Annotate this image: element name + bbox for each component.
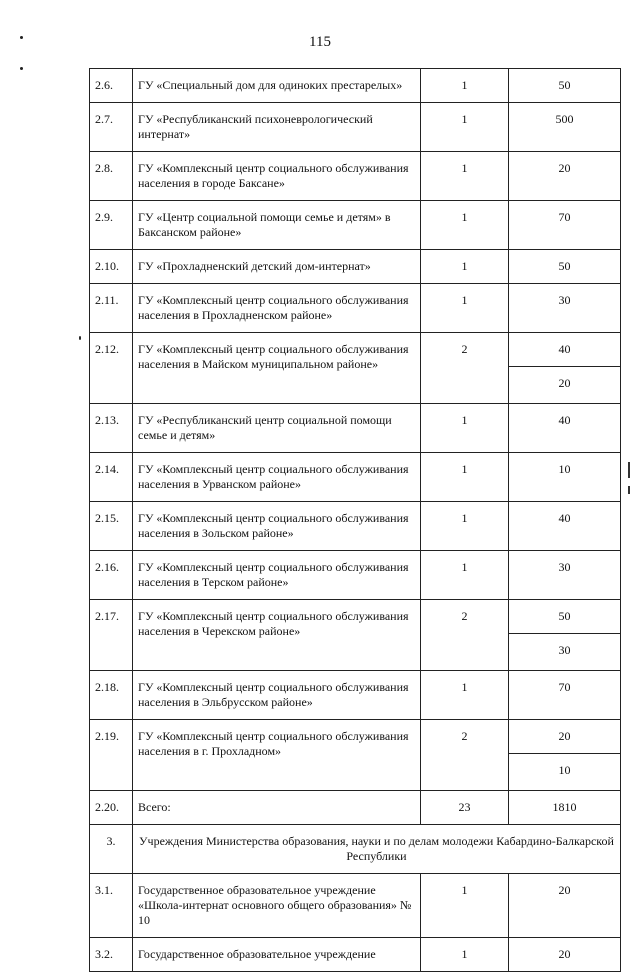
- capacity-value: 50: [509, 69, 621, 103]
- institution-name: Государственное образовательное учреждение «Школа-интернат основного общего образования» № 10: [133, 874, 421, 938]
- institution-count: 1: [421, 938, 509, 972]
- scan-speck: [20, 67, 23, 70]
- table-row: [90, 938, 621, 972]
- institution-name: ГУ «Комплексный центр социального обслуживания населения в Терском районе»: [133, 551, 421, 600]
- institution-name: ГУ «Комплексный центр социального обслуживания населения в Эльбрусском районе»: [133, 671, 421, 720]
- institution-name: ГУ «Республиканский психоневрологический интернат»: [133, 103, 421, 152]
- institution-name: ГУ «Центр социальной помощи семье и детям» в Баксанском районе»: [133, 201, 421, 250]
- institution-name: ГУ «Специальный дом для одиноких престарелых»: [133, 69, 421, 103]
- row-number: 2.12.: [90, 333, 133, 404]
- scan-speck: [20, 36, 23, 39]
- institution-count: 1: [421, 671, 509, 720]
- institution-count: 1: [421, 250, 509, 284]
- table-row: [90, 671, 621, 720]
- scan-edge-mark: [628, 486, 630, 494]
- scan-speck: [79, 336, 81, 340]
- capacity-value: 40: [509, 502, 621, 551]
- table-row: [90, 152, 621, 201]
- row-number: 3.: [90, 825, 133, 874]
- institution-name: ГУ «Комплексный центр социального обслуживания населения в Черекском районе»: [133, 600, 421, 671]
- capacity-value: 30: [509, 634, 621, 671]
- institution-count: 1: [421, 152, 509, 201]
- institution-count: 1: [421, 284, 509, 333]
- capacity-value: 10: [509, 754, 621, 791]
- capacity-value: 500: [509, 103, 621, 152]
- table-row: [90, 502, 621, 551]
- capacity-value: 40: [509, 404, 621, 453]
- capacity-value: 30: [509, 284, 621, 333]
- institution-name: ГУ «Комплексный центр социального обслуживания населения в Майском муниципальном районе»: [133, 333, 421, 404]
- table-row: [90, 404, 621, 453]
- row-number: 2.10.: [90, 250, 133, 284]
- institution-count: 2: [421, 720, 509, 791]
- table-row: [90, 333, 621, 367]
- row-number: 2.20.: [90, 791, 133, 825]
- table-row: [90, 600, 621, 634]
- capacity-value: 30: [509, 551, 621, 600]
- row-number: 2.14.: [90, 453, 133, 502]
- capacity-value: 10: [509, 453, 621, 502]
- table-row: [90, 69, 621, 103]
- row-number: 3.2.: [90, 938, 133, 972]
- row-number: 3.1.: [90, 874, 133, 938]
- section-row: [90, 825, 621, 874]
- institution-count: 1: [421, 874, 509, 938]
- table-row: [90, 284, 621, 333]
- institution-name: ГУ «Комплексный центр социального обслуживания населения в Прохладненском районе»: [133, 284, 421, 333]
- section-heading: Учреждения Министерства образования, науки и по делам молодежи Кабардино-Балкарской Республики: [133, 825, 621, 874]
- institution-count: 1: [421, 69, 509, 103]
- table-row: [90, 874, 621, 938]
- capacity-value: 70: [509, 201, 621, 250]
- capacity-value: 40: [509, 333, 621, 367]
- institution-name: ГУ «Комплексный центр социального обслуживания населения в городе Баксане»: [133, 152, 421, 201]
- row-number: 2.17.: [90, 600, 133, 671]
- page-number: 115: [309, 34, 331, 50]
- institutions-table: [89, 68, 621, 972]
- capacity-value: 20: [509, 874, 621, 938]
- institution-name: ГУ «Прохладненский детский дом-интернат»: [133, 250, 421, 284]
- institution-name: ГУ «Республиканский центр социальной помощи семье и детям»: [133, 404, 421, 453]
- institution-count: 1: [421, 551, 509, 600]
- capacity-value: 20: [509, 720, 621, 754]
- institution-count: 1: [421, 103, 509, 152]
- institutions-table-body: [90, 69, 621, 972]
- capacity-value: 20: [509, 938, 621, 972]
- institution-count: 1: [421, 201, 509, 250]
- institution-name: Всего:: [133, 791, 421, 825]
- table-row: [90, 791, 621, 825]
- capacity-value: 1810: [509, 791, 621, 825]
- row-number: 2.18.: [90, 671, 133, 720]
- institution-count: 1: [421, 404, 509, 453]
- table-row: [90, 551, 621, 600]
- row-number: 2.8.: [90, 152, 133, 201]
- institution-count: 2: [421, 600, 509, 671]
- institution-count: 23: [421, 791, 509, 825]
- institution-name: ГУ «Комплексный центр социального обслуживания населения в Урванском районе»: [133, 453, 421, 502]
- capacity-value: 50: [509, 250, 621, 284]
- capacity-value: 70: [509, 671, 621, 720]
- row-number: 2.7.: [90, 103, 133, 152]
- row-number: 2.15.: [90, 502, 133, 551]
- table-row: [90, 250, 621, 284]
- row-number: 2.16.: [90, 551, 133, 600]
- scan-edge-mark: [628, 462, 630, 478]
- row-number: 2.11.: [90, 284, 133, 333]
- table-row: [90, 201, 621, 250]
- capacity-value: 50: [509, 600, 621, 634]
- table-row: [90, 453, 621, 502]
- row-number: 2.13.: [90, 404, 133, 453]
- capacity-value: 20: [509, 367, 621, 404]
- institution-count: 1: [421, 502, 509, 551]
- institution-name: ГУ «Комплексный центр социального обслуживания населения в Зольском районе»: [133, 502, 421, 551]
- table-row: [90, 103, 621, 152]
- institution-name: Государственное образовательное учреждение: [133, 938, 421, 972]
- row-number: 2.9.: [90, 201, 133, 250]
- institution-count: 2: [421, 333, 509, 404]
- capacity-value: 20: [509, 152, 621, 201]
- table-row: [90, 720, 621, 754]
- row-number: 2.6.: [90, 69, 133, 103]
- institution-name: ГУ «Комплексный центр социального обслуживания населения в г. Прохладном»: [133, 720, 421, 791]
- row-number: 2.19.: [90, 720, 133, 791]
- institution-count: 1: [421, 453, 509, 502]
